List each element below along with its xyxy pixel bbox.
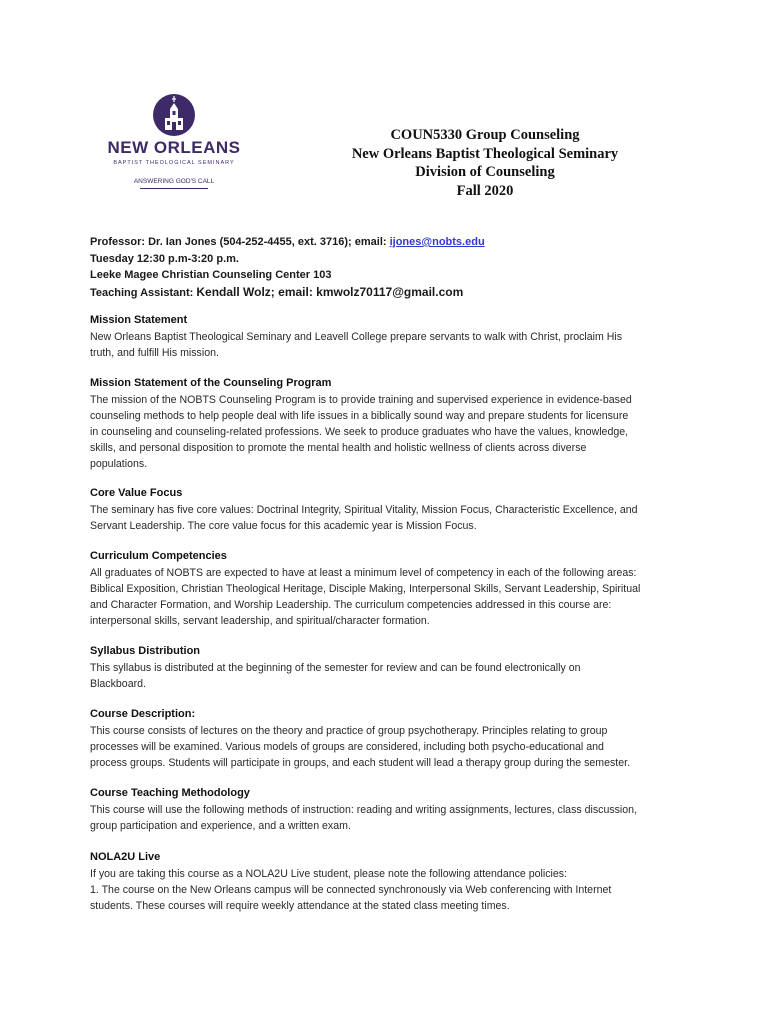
body-line: populations.: [90, 458, 148, 470]
section-heading: NOLA2U Live: [90, 851, 161, 863]
logo-tagline: ANSWERING GOD'S CALL: [133, 178, 215, 185]
section-heading: Syllabus Distribution: [90, 645, 201, 657]
professor-text: Professor: Dr. Ian Jones (504-252-4455, ext. 3716); email:: [90, 236, 390, 248]
section-body: [90, 565, 690, 629]
body-line: All graduates of NOBTS are expected to have at least a minimum level of competency in each of the following areas:: [90, 567, 637, 579]
chapel-icon: [151, 92, 197, 138]
body-line: The mission of the NOBTS Counseling Program is to provide training and supervised experience in evidence-based: [90, 394, 632, 406]
logo-tagline-underline: [140, 188, 208, 189]
course-title-block: [330, 126, 640, 200]
professor-line: [90, 234, 690, 251]
body-line: process groups. Students will participate in groups, and each student will lead a therapy group during the semester.: [90, 757, 631, 769]
section-heading: Course Teaching Methodology: [90, 787, 250, 799]
course-info: [90, 234, 690, 301]
section-counseling-mission: [90, 376, 690, 472]
body-line: New Orleans Baptist Theological Seminary and Leavell College prepare servants to walk with Christ, proclaim His: [90, 331, 623, 343]
section-body: [90, 660, 690, 692]
professor-email-link[interactable]: ijones@nobts.edu: [389, 236, 485, 248]
body-line: and Character Formation, and Worship Leadership. The curriculum competencies addressed in this course are:: [90, 599, 612, 611]
ta-label: Teaching Assistant:: [90, 286, 197, 299]
body-line: This course consists of lectures on the theory and practice of group psychotherapy. Principles relating to group: [90, 725, 608, 737]
course-title: COUN5330 Group Counseling: [390, 127, 580, 143]
logo-subtitle: BAPTIST THEOLOGICAL SEMINARY: [113, 160, 235, 166]
body-line: This syllabus is distributed at the beginning of the semester for review and can be found electronically on: [90, 662, 581, 674]
ta-contact: Kendall Wolz; email: kmwolz70117@gmail.com: [196, 284, 464, 299]
body-line: The seminary has five core values: Doctrinal Integrity, Spiritual Vitality, Mission Focus, Characteristic Excellence, and: [90, 504, 638, 516]
body-line: interpersonal skills, servant leadership, and spiritual/character formation.: [90, 615, 430, 627]
section-heading: Curriculum Competencies: [90, 550, 227, 562]
body-line: Biblical Exposition, Christian Theological Heritage, Disciple Making, Interpersonal Skills, Servant Leadership, Spiritual: [90, 583, 641, 595]
section-curriculum: [90, 549, 690, 629]
body-line: 1. The course on the New Orleans campus will be connected synchronously via Web conferencing with Internet: [90, 884, 612, 896]
section-nola2u: [90, 850, 690, 914]
institution-name: New Orleans Baptist Theological Seminary: [351, 145, 619, 162]
body-line: If you are taking this course as a NOLA2U Live student, please note the following attendance policies:: [90, 868, 568, 880]
section-body: [90, 802, 690, 834]
body-line: in counseling and counseling-related professions. We seek to produce graduates who have the values, knowledge,: [90, 426, 629, 438]
section-heading: Mission Statement: [90, 314, 188, 326]
body-line: processes will be examined. Various models of groups are considered, including both psycho-educational and: [90, 741, 604, 753]
section-heading: Course Description:: [90, 708, 196, 720]
body-line: students. These courses will require weekly attendance at the stated class meeting times.: [90, 900, 510, 912]
section-methodology: [90, 786, 690, 834]
section-body: [90, 329, 690, 361]
body-line: skills, and personal disposition to promote the mental health and holistic wellness of clients across diverse: [90, 442, 587, 454]
section-body: [90, 392, 690, 472]
body-line: counseling methods to help people deal with life issues in a biblically sound way and prepare students for licensure: [90, 410, 629, 422]
meeting-location: Leeke Magee Christian Counseling Center 103: [90, 269, 332, 281]
term: Fall 2020: [456, 182, 514, 199]
section-heading: Core Value Focus: [90, 487, 183, 499]
seminary-logo: [104, 92, 244, 204]
body-line: group participation and experience, and a written exam.: [90, 820, 351, 832]
section-mission: [90, 313, 690, 361]
body-line: truth, and fulfill His mission.: [90, 347, 219, 359]
section-body: [90, 502, 690, 534]
logo-name: NEW ORLEANS: [107, 138, 241, 157]
meeting-time: Tuesday 12:30 p.m-3:20 p.m.: [90, 252, 239, 265]
body-line: Blackboard.: [90, 678, 146, 690]
division-name: Division of Counseling: [415, 164, 555, 180]
teaching-assistant-line: [90, 284, 690, 302]
body-line: Servant Leadership. The core value focus for this academic year is Mission Focus.: [90, 520, 477, 532]
section-syllabus: [90, 644, 690, 692]
section-core-value: [90, 486, 690, 534]
section-body: [90, 723, 690, 771]
section-body: [90, 866, 690, 914]
section-heading: Mission Statement of the Counseling Program: [90, 377, 332, 389]
section-description: [90, 707, 690, 771]
body-line: This course will use the following methods of instruction: reading and writing assignments, lectures, class discussion,: [90, 804, 638, 816]
